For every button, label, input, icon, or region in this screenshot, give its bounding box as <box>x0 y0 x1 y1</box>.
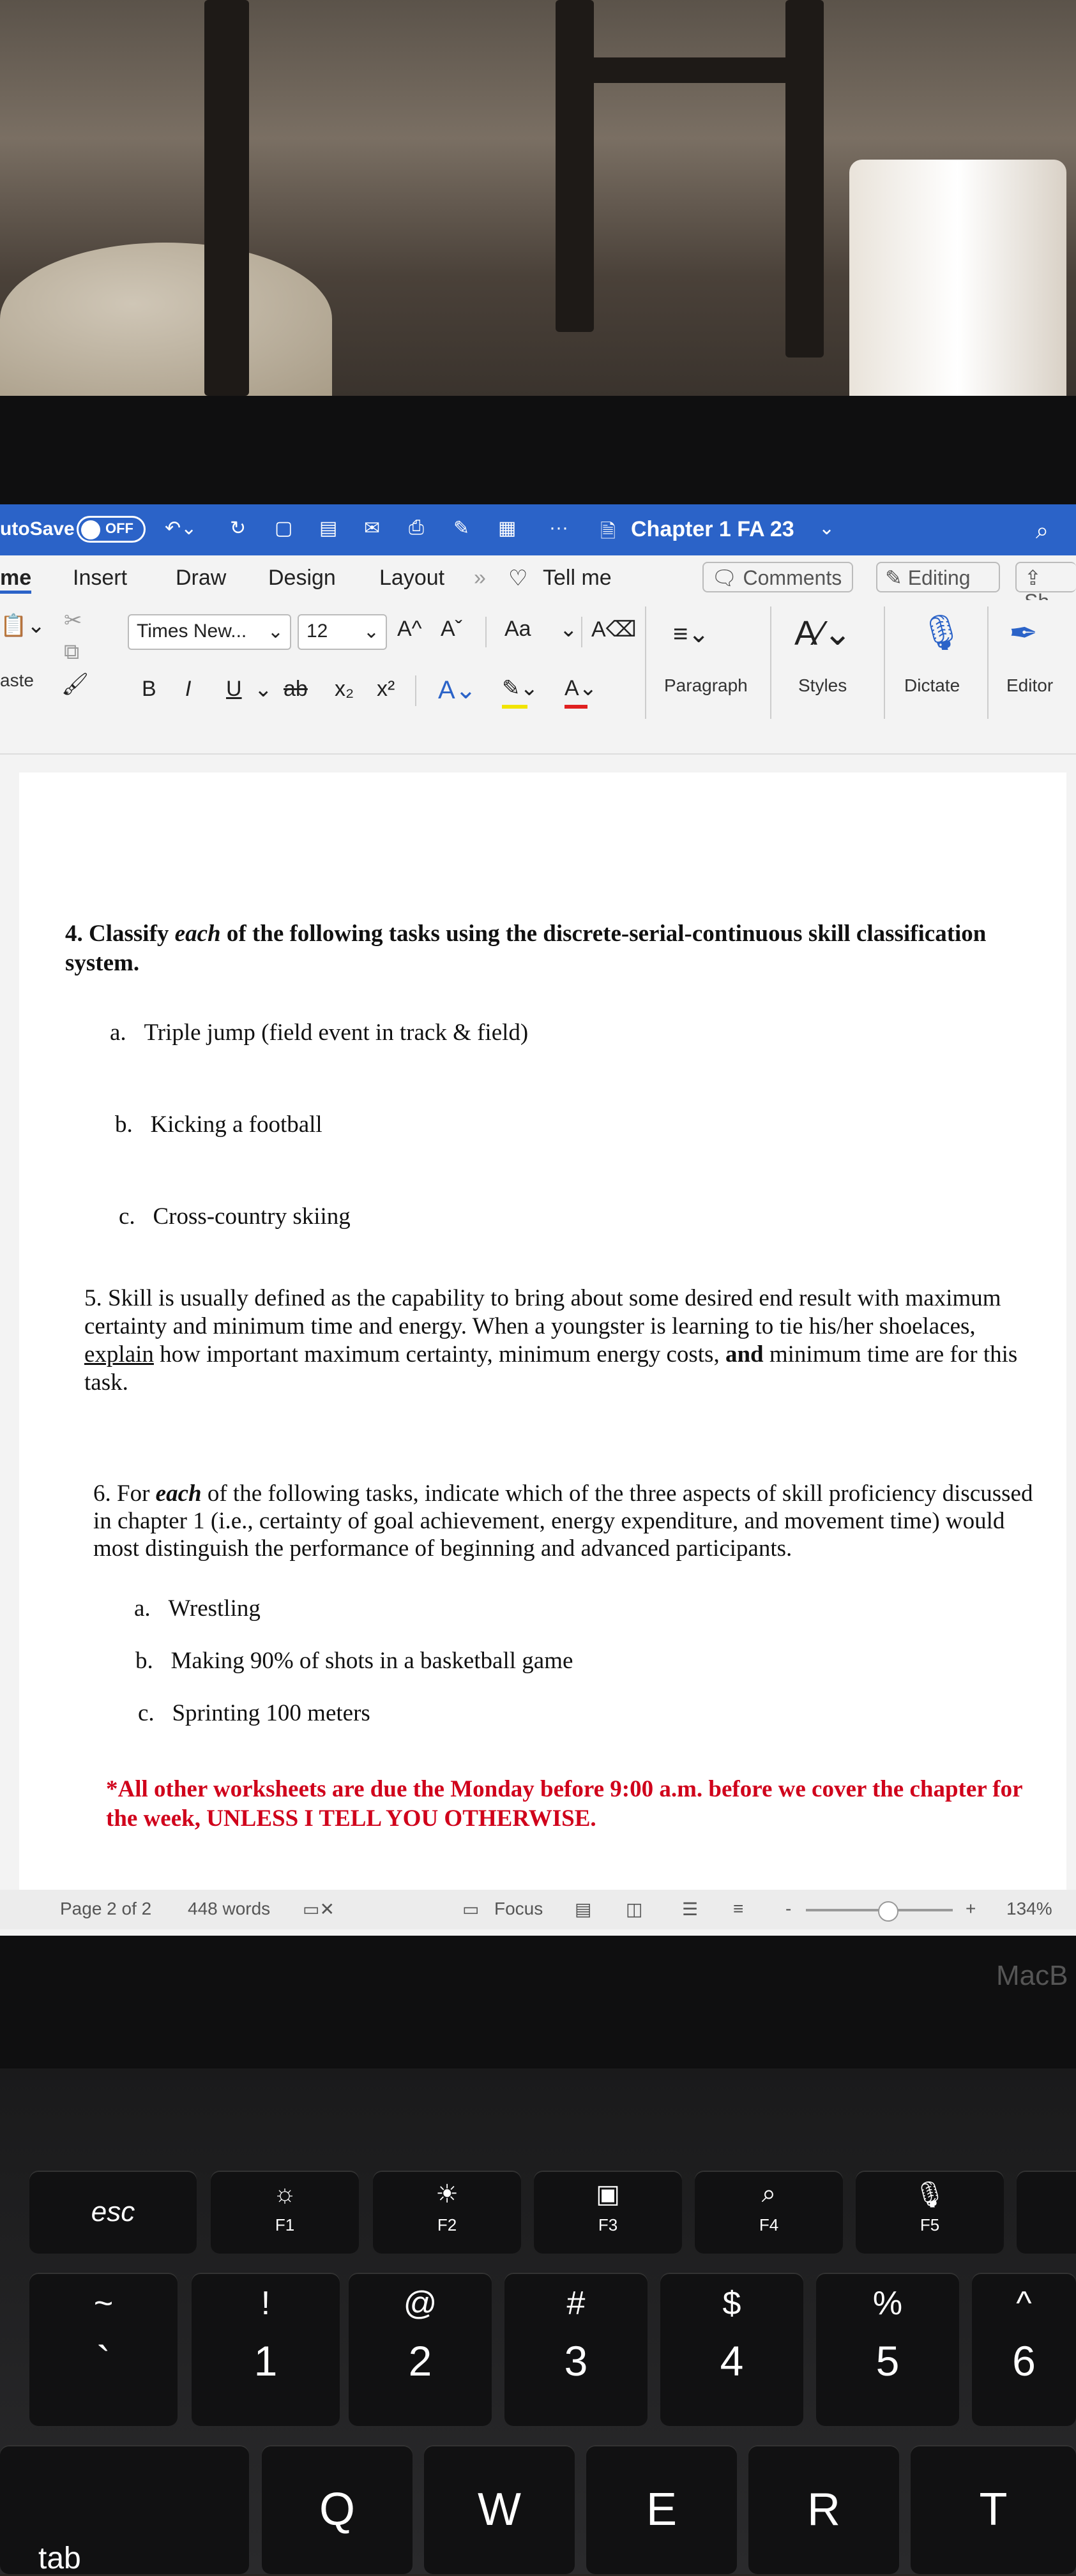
q5-text-b: how important maximum certainty, minimum energy costs, <box>160 1341 720 1367</box>
key-r[interactable] <box>748 2445 899 2574</box>
key-label: F3 <box>598 2215 618 2234</box>
clear-format-icon[interactable]: A⌫ <box>591 617 637 642</box>
highlight-icon[interactable]: ✎⌄ <box>502 676 538 700</box>
format-painter-icon[interactable]: 🖌 <box>61 672 89 697</box>
question-4 <box>65 919 1023 978</box>
styles-label[interactable]: Styles <box>798 675 847 695</box>
autosave-toggle[interactable] <box>77 516 146 543</box>
print-layout-icon[interactable]: ▤ <box>575 1899 592 1919</box>
chevron-down-icon[interactable]: ⌄ <box>559 617 578 642</box>
focus-icon[interactable]: ▭ <box>462 1899 480 1919</box>
key-1[interactable] <box>192 2273 340 2426</box>
key-f1[interactable] <box>211 2171 359 2254</box>
key-shift-label: ^ <box>1016 2285 1032 2322</box>
zoom-level[interactable]: 134% <box>1006 1899 1052 1918</box>
editor-label[interactable]: Editor <box>1006 675 1054 695</box>
question-5 <box>84 1284 1036 1397</box>
overflow-icon[interactable]: » <box>474 566 486 590</box>
q5-explain: explain <box>84 1341 154 1367</box>
key-label: R <box>807 2484 840 2535</box>
key-f4[interactable] <box>695 2171 843 2254</box>
text-effects-icon[interactable]: A⌄ <box>438 676 477 704</box>
item-marker: a. <box>110 1020 126 1046</box>
save-icon[interactable]: ▤ <box>319 518 338 539</box>
tab-home[interactable]: me <box>0 566 31 594</box>
key-label: E <box>646 2484 678 2535</box>
font-name-select[interactable] <box>128 614 291 650</box>
proofing-icon[interactable]: ▭✕ <box>303 1899 335 1919</box>
key-4[interactable] <box>660 2273 803 2426</box>
laptop-brand: MacB <box>996 1960 1068 1991</box>
page-count[interactable]: Page 2 of 2 <box>60 1899 152 1918</box>
key-label: 3 <box>564 2337 588 2384</box>
bold-button[interactable]: B <box>142 677 156 701</box>
item-marker: c. <box>119 1203 135 1230</box>
q6-item-a <box>134 1595 261 1622</box>
lightbulb-icon: ♡ <box>508 566 528 591</box>
paste-icon[interactable]: 📋⌄ <box>0 614 45 638</box>
key-f6[interactable] <box>1017 2171 1076 2254</box>
paste-label: aste <box>0 670 34 690</box>
tab-layout[interactable]: Layout <box>379 566 445 590</box>
search-icon[interactable]: ⌕ <box>1036 517 1049 543</box>
chair-leg <box>556 0 594 332</box>
cup <box>849 160 1066 396</box>
q4-item-c <box>119 1203 351 1230</box>
key-6[interactable] <box>972 2273 1076 2426</box>
cut-icon[interactable]: ✂ <box>64 608 82 633</box>
word-window <box>0 504 1076 1936</box>
key-5[interactable] <box>816 2273 959 2426</box>
key-label: 5 <box>875 2337 900 2384</box>
key-shift-label: % <box>872 2285 903 2322</box>
tab-draw[interactable]: Draw <box>176 566 227 590</box>
key-backtick[interactable] <box>29 2273 178 2426</box>
draft-icon[interactable]: ≡ <box>733 1899 744 1918</box>
ribbon-home <box>0 600 1076 755</box>
more-commands[interactable]: ··· <box>549 517 568 538</box>
subscript-button[interactable]: x₂ <box>335 677 354 701</box>
key-tab[interactable] <box>0 2445 249 2574</box>
paragraph-label[interactable]: Paragraph <box>664 675 748 695</box>
brightness-down-icon: ☼ <box>273 2180 297 2208</box>
zoom-slider-thumb[interactable] <box>878 1901 898 1922</box>
key-label: tab <box>38 2542 81 2575</box>
chair-leg <box>785 0 824 358</box>
zoom-slider[interactable] <box>806 1909 953 1911</box>
key-shift-label: # <box>566 2285 586 2322</box>
q5-text-c: minimum time are for this task. <box>84 1341 1018 1396</box>
q6-text-a: 6. For <box>93 1480 150 1507</box>
comments-button[interactable] <box>702 562 853 592</box>
item-text: Sprinting 100 meters <box>172 1700 370 1726</box>
key-label: esc <box>91 2196 135 2227</box>
zoom-out-button[interactable]: - <box>785 1899 792 1918</box>
key-label: 4 <box>720 2337 744 2384</box>
new-doc-icon[interactable]: ▢ <box>275 518 293 539</box>
autosave-label: utoSave <box>0 518 75 539</box>
chair-leg <box>204 0 249 396</box>
due-date-note: *All other worksheets are due the Monday before 9:00 a.m. before we cover the chapter for the week, UNLESS I TELL YOU OTHERWISE. <box>106 1776 1022 1832</box>
copy-icon[interactable]: ⧉ <box>64 640 80 664</box>
undo-icon[interactable]: ↶⌄ <box>165 518 197 539</box>
key-label: 1 <box>254 2337 278 2384</box>
key-3[interactable] <box>504 2273 648 2426</box>
q4-text: of the following tasks using the discrete-serial-continuous skill classification system. <box>65 921 987 976</box>
key-shift-label: ~ <box>93 2285 114 2322</box>
status-bar <box>0 1890 1076 1929</box>
key-label: 6 <box>1012 2337 1036 2384</box>
item-marker: c. <box>138 1700 155 1726</box>
redo-icon[interactable]: ↻ <box>230 518 246 539</box>
edit-icon[interactable]: ✎ <box>453 518 470 539</box>
divider <box>770 606 771 719</box>
item-marker: b. <box>115 1111 133 1138</box>
key-2[interactable] <box>349 2273 492 2426</box>
chevron-down-icon: ⌄ <box>267 621 284 642</box>
web-layout-icon[interactable]: ◫ <box>626 1899 643 1919</box>
zoom-in-button[interactable]: + <box>966 1899 976 1918</box>
chevron-down-icon[interactable]: ⌄ <box>254 677 273 702</box>
key-label: F4 <box>759 2215 779 2234</box>
q6-text-b: of the following tasks, indicate which of the three aspects of skill proficiency discussed in chapter 1 (i.e., certainty of goal achievement, energy expenditure, and movement time) would most distinguish the performance of beginning and advanced participants. <box>93 1480 1033 1562</box>
divider <box>987 606 989 719</box>
editor-icon[interactable]: ✒ <box>1009 614 1038 652</box>
strikethrough-button[interactable]: ab <box>284 677 308 701</box>
superscript-button[interactable]: x² <box>377 677 395 701</box>
toggle-knob <box>81 520 100 539</box>
table-icon[interactable]: ▦ <box>498 518 517 539</box>
change-case-button[interactable]: Aa <box>504 617 531 641</box>
q6-item-b <box>135 1647 573 1675</box>
document-icon: 🗎 <box>600 521 616 542</box>
styles-icon[interactable]: A⁄⌄ <box>794 614 852 652</box>
q5-and: and <box>725 1341 764 1367</box>
tab-insert[interactable]: Insert <box>73 566 128 590</box>
key-f3[interactable] <box>534 2171 682 2254</box>
font-name-value: Times New... <box>137 621 247 642</box>
font-size-value: 12 <box>307 621 328 642</box>
q4-item-a <box>110 1019 528 1046</box>
divider <box>884 606 885 719</box>
key-label: ` <box>96 2337 110 2384</box>
key-shift-label: @ <box>403 2285 437 2322</box>
key-esc[interactable] <box>29 2171 197 2254</box>
autosave-state: OFF <box>105 520 133 536</box>
microphone-icon[interactable]: 🎙 <box>920 614 964 652</box>
document-title[interactable]: Chapter 1 FA 23 <box>631 517 794 541</box>
pillow <box>0 243 332 396</box>
editing-button[interactable] <box>876 562 1000 592</box>
pencil-icon: ✎ <box>885 566 908 589</box>
chevron-down-icon: ⌄ <box>363 621 379 642</box>
shrink-font-button[interactable]: Aˇ <box>441 617 462 641</box>
dictation-icon: 🎙 <box>913 2181 946 2209</box>
q4-title: 4. Classify <box>65 921 169 947</box>
q5-text-a: 5. Skill is usually defined as the capability to bring about some desired end result with maximum certainty and minimum time and energy. When a youngster is learning to tie his/her shoelaces, <box>84 1285 1001 1339</box>
dictate-label[interactable]: Dictate <box>904 675 960 695</box>
ribbon-tabs <box>0 555 1076 600</box>
comment-icon: 🗨 <box>711 566 743 589</box>
q6-each: each <box>155 1480 202 1507</box>
comments-label: Comments <box>743 566 842 589</box>
key-shift-label: ! <box>261 2285 271 2322</box>
font-color-icon[interactable]: A⌄ <box>565 676 598 700</box>
chair-rail <box>556 57 824 83</box>
tab-design[interactable]: Design <box>268 566 336 590</box>
word-count[interactable]: 448 words <box>188 1899 271 1918</box>
key-t[interactable] <box>911 2445 1076 2574</box>
font-size-select[interactable] <box>298 614 387 650</box>
item-text: Making 90% of shots in a basketball game <box>170 1648 573 1674</box>
font-color-swatch <box>565 705 587 709</box>
key-f5[interactable] <box>856 2171 1004 2254</box>
divider <box>415 675 416 706</box>
key-label: 2 <box>408 2337 432 2384</box>
tell-me[interactable]: Tell me <box>543 566 612 590</box>
question-6 <box>93 1480 1038 1562</box>
share-button[interactable] <box>1015 562 1076 592</box>
item-text: Wrestling <box>168 1595 261 1622</box>
mail-icon[interactable]: ✉ <box>364 518 381 539</box>
key-label: T <box>979 2484 1008 2535</box>
key-f2[interactable] <box>373 2171 521 2254</box>
editing-label: Editing <box>907 566 971 589</box>
key-shift-label: $ <box>722 2285 741 2322</box>
italic-button[interactable]: I <box>185 677 192 701</box>
brightness-up-icon: ☀ <box>436 2180 458 2208</box>
key-label: F5 <box>920 2215 940 2234</box>
item-text: Kicking a football <box>150 1111 322 1138</box>
key-w[interactable] <box>424 2445 575 2574</box>
key-label: W <box>478 2484 521 2535</box>
highlight-color-swatch <box>502 705 527 709</box>
key-e[interactable] <box>586 2445 737 2574</box>
underline-button[interactable]: U <box>226 677 242 701</box>
search-icon: ⌕ <box>761 2180 777 2208</box>
grow-font-button[interactable]: A^ <box>397 617 422 641</box>
q4-emphasis: each <box>174 921 221 947</box>
laptop-keyboard <box>0 2068 1076 2574</box>
item-text: Triple jump (field event in track & field) <box>144 1020 529 1046</box>
chevron-down-icon[interactable]: ⌄ <box>819 518 835 539</box>
mission-control-icon: ▣ <box>596 2180 620 2208</box>
key-q[interactable] <box>262 2445 413 2574</box>
key-label: F1 <box>275 2215 295 2234</box>
item-marker: a. <box>134 1595 151 1622</box>
paragraph-icon[interactable]: ≡⌄ <box>673 620 709 648</box>
outline-icon[interactable]: ☰ <box>682 1899 699 1919</box>
title-bar <box>0 504 1076 555</box>
key-label: F2 <box>437 2215 457 2234</box>
divider <box>645 606 646 719</box>
item-text: Cross-country skiing <box>153 1203 351 1230</box>
key-label: Q <box>319 2484 355 2535</box>
item-marker: b. <box>135 1648 153 1674</box>
background-room <box>0 0 1076 396</box>
focus-button[interactable]: Focus <box>494 1899 543 1918</box>
q6-item-c <box>138 1699 370 1727</box>
share-icon: ⇪ <box>1024 566 1042 589</box>
divider <box>581 617 582 647</box>
print-icon[interactable]: ⎙ <box>409 517 424 538</box>
divider <box>485 617 487 647</box>
q4-item-b <box>115 1111 322 1138</box>
